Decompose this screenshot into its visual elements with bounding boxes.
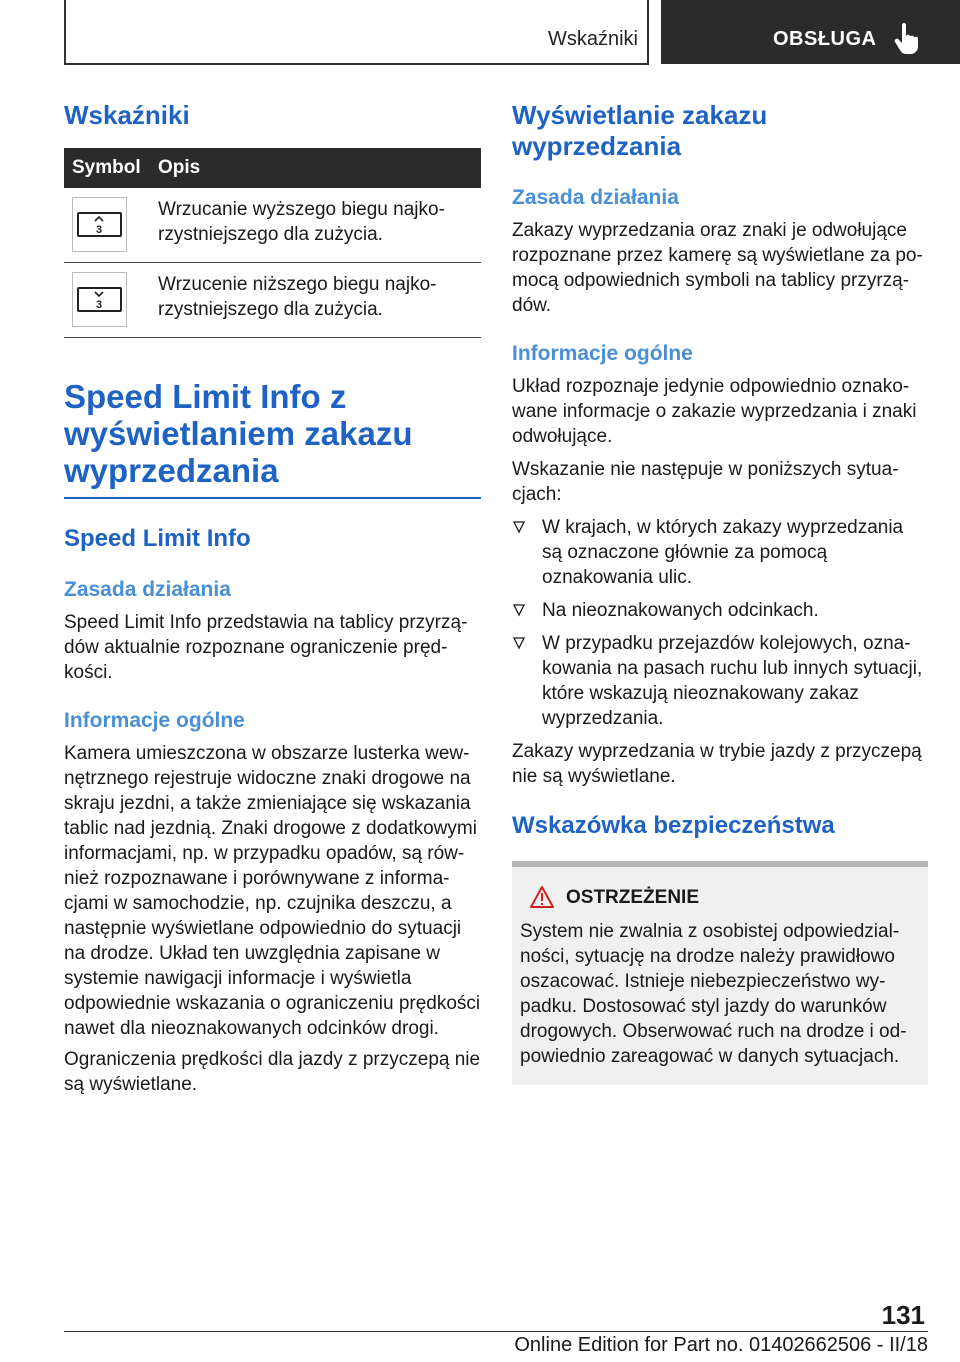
list-item-text: Na nieoznakowanych odcinkach.	[542, 600, 819, 621]
table-row	[64, 263, 481, 338]
footer-edition: Online Edition for Part no. 01402662506 - II/18	[514, 1334, 928, 1356]
header-chapter-tab[interactable]	[661, 0, 960, 64]
page-number: 131	[881, 1300, 925, 1330]
warning-label: OSTRZEŻENIE	[566, 887, 700, 908]
warning-text: System nie zwalnia z osobistej odpowiedzialności, sytuację na drodze należy prawidłowo oszacować. Istnieje niebezpieczeństwo wypadku. Dostosować styl jazdy do warunków drogowych. Obserwować ruch na drodze i odpowiednio zareagować w danych sytuacjach.	[520, 921, 907, 1067]
overtaking-situations-intro: Wskazanie nie następuje w poniższych sytuacjach:	[512, 459, 899, 505]
overtaking-trailer-note: Zakazy wyprzedzania w trybie jazdy z przyczepą nie są wyświetlane.	[512, 741, 922, 787]
list-item-text: W przypadku przejazdów kolejowych, oznakowania na pasach ruchu lub innych sytuacji, które wskazują nieoznakowany zakaz wyprzedzania.	[542, 633, 923, 729]
speed-limit-info-title: Speed Limit Info	[64, 525, 251, 552]
header-frame-left	[64, 0, 66, 64]
header-frame-right	[647, 0, 649, 64]
trailer-note: Ograniczenia prędkości dla jazdy z przyczepą nie są wyświetlane.	[64, 1049, 481, 1095]
downshift-gear-number: 3	[95, 299, 103, 310]
general-info-title: Informacje ogólne	[64, 709, 245, 732]
indicators-title: Wskaźniki	[64, 100, 190, 130]
general-info-text: Kamera umieszczona w obszarze lusterka wewnętrznego rejestruje widoczne znaki drogowe na skraju jezdni, a także zmieniające się wskazania tablic nad jezdnią. Znaki drogowe z dodatkowymi informacjami, np. w przypadku opadów, są również rozpoznawane i porównywane z informacjami w samochodzie, np. czujnika deszczu, a następnie wyświetlane odpowiednio do sytuacji na drodze. Układ ten uwzględnia zapisane w systemie nawigacji informacje i wyświetla odpowiednie wskazania o ograniczeniu prędkości nawet dla nieoznakowanych odcinków drogi.	[64, 743, 481, 1039]
chapter-title: Speed Limit Info z wyświetlaniem zakazu wyprzedzania	[64, 378, 413, 489]
triangle-bullet-icon	[512, 636, 526, 650]
triangle-bullet-icon	[512, 603, 526, 617]
situations-list	[512, 515, 928, 731]
list-item	[512, 598, 928, 623]
principle-title: Zasada działania	[64, 578, 231, 601]
table-header	[64, 148, 481, 188]
list-item	[512, 515, 928, 590]
warning-box	[512, 861, 928, 1085]
right-column	[512, 100, 928, 1085]
overtaking-title: Wyświetlanie zakazu wyprzedzania	[512, 100, 768, 161]
downshift-indicator-icon	[72, 272, 127, 327]
overtaking-general-text: Układ rozpoznaje jedynie odpowiednio oznakowane informacje o zakazie wyprzedzania i znaki odwołujące.	[512, 376, 917, 447]
table-row	[64, 188, 481, 263]
list-item	[512, 631, 928, 731]
chapter-title-rule	[64, 497, 481, 499]
left-column	[64, 100, 481, 1097]
table-header-symbol: Symbol	[72, 157, 141, 178]
principle-text: Speed Limit Info przedstawia na tablicy przyrządów aktualnie rozpoznane ograniczenie prędkości.	[64, 612, 468, 683]
overtaking-principle-text: Zakazy wyprzedzania oraz znaki je odwołujące rozpoznane przez kamerę są wyświetlane za pomocą odpowiednich symboli na tablicy przyrządów.	[512, 220, 923, 316]
overtaking-general-title: Informacje ogólne	[512, 342, 693, 365]
header-section-title: Wskaźniki	[547, 28, 638, 50]
warning-triangle-icon	[529, 885, 555, 909]
downshift-description: Wrzucenie niższego biegu najkorzystniejszego dla zużycia.	[158, 274, 437, 320]
indicators-table	[64, 148, 481, 338]
overtaking-principle-title: Zasada działania	[512, 186, 679, 209]
table-header-description: Opis	[158, 157, 201, 178]
header-chapter-label: OBSŁUGA	[773, 28, 877, 50]
footer-rule	[64, 1331, 928, 1332]
header-frame-bottom	[64, 63, 649, 65]
pointing-hand-icon	[893, 22, 921, 54]
upshift-indicator-icon	[72, 197, 127, 252]
list-item-text: W krajach, w których zakazy wyprzedzania są oznaczone głównie za pomocą oznakowania ulic.	[542, 517, 904, 588]
triangle-bullet-icon	[512, 520, 526, 534]
upshift-gear-number: 3	[95, 224, 103, 235]
upshift-description: Wrzucanie wyższego biegu najkorzystniejszego dla zużycia.	[158, 199, 445, 245]
safety-note-title: Wskazówka bezpieczeństwa	[512, 812, 835, 839]
